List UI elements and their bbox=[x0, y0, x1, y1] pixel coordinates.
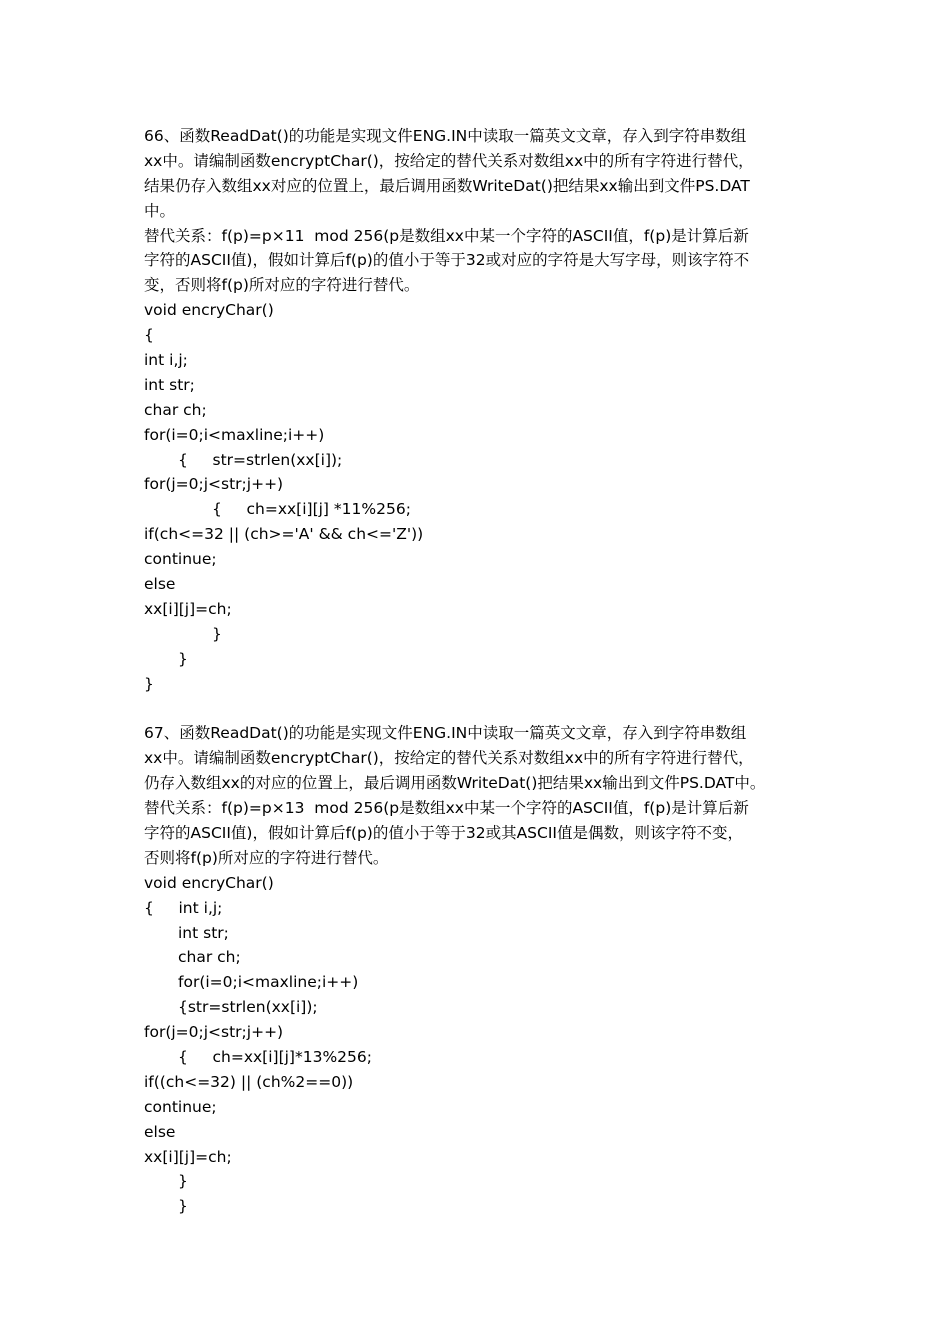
q67-code-line: { int i,j; bbox=[144, 898, 223, 917]
q66-code-line: } bbox=[212, 624, 222, 643]
question-66 bbox=[144, 124, 812, 696]
q66-desc-line-2: xx中。请编制函数encryptChar()，按给定的替代关系对数组xx中的所有字符进行替代， bbox=[144, 151, 754, 170]
q66-code-line: if(ch<=32 || (ch>='A' && ch<='Z')) bbox=[144, 525, 424, 544]
q66-code-line: { ch=xx[i][j] *11%256; bbox=[212, 500, 411, 519]
q66-rule-line-3: 变，否则将f(p)所对应的字符进行替代。 bbox=[144, 276, 420, 295]
q67-code-line: int str; bbox=[178, 923, 229, 942]
q66-code-line: int str; bbox=[144, 375, 195, 394]
q67-desc-line-2: xx中。请编制函数encryptChar()，按给定的替代关系对数组xx中的所有字符进行替代， bbox=[144, 749, 754, 768]
q67-code-line: for(j=0;j<str;j++) bbox=[144, 1023, 284, 1042]
q66-code-line: } bbox=[178, 649, 188, 668]
q66-code-line: int i,j; bbox=[144, 351, 188, 370]
q66-code-line: xx[i][j]=ch; bbox=[144, 599, 232, 618]
q67-code-line: void encryChar() bbox=[144, 873, 274, 892]
q66-rule-line-2: 字符的ASCII值)，假如计算后f(p)的值小于等于32或对应的字符是大写字母，则该字符不 bbox=[144, 251, 750, 270]
q67-code-line: {str=strlen(xx[i]); bbox=[178, 998, 318, 1017]
q67-code-line: { ch=xx[i][j]*13%256; bbox=[178, 1047, 372, 1066]
q67-code-line: xx[i][j]=ch; bbox=[144, 1147, 232, 1166]
q66-code-line: void encryChar() bbox=[144, 301, 274, 320]
section-gap bbox=[144, 696, 812, 721]
q66-code-line: { bbox=[144, 326, 154, 345]
q66-desc-line-3: 结果仍存入数组xx对应的位置上，最后调用函数WriteDat()把结果xx输出到文件PS.DAT bbox=[144, 176, 750, 195]
q66-code-line: { str=strlen(xx[i]); bbox=[178, 450, 343, 469]
q66-code-line: continue; bbox=[144, 550, 217, 569]
q67-code-line: continue; bbox=[144, 1097, 217, 1116]
q67-code-line: } bbox=[178, 1197, 188, 1216]
q66-desc-line-1: 66、函数ReadDat()的功能是实现文件ENG.IN中读取一篇英文文章，存入到字符串数组 bbox=[144, 127, 747, 145]
q67-code-line: for(i=0;i<maxline;i++) bbox=[178, 973, 359, 992]
q66-desc-line-4: 中。 bbox=[144, 201, 176, 220]
q66-code-line: for(j=0;j<str;j++) bbox=[144, 475, 284, 494]
question-67 bbox=[144, 721, 812, 1219]
q67-code-line: if((ch<=32) || (ch%2==0)) bbox=[144, 1072, 354, 1091]
q66-code-line: for(i=0;i<maxline;i++) bbox=[144, 425, 325, 444]
q66-code-line: } bbox=[144, 674, 154, 693]
document-page bbox=[144, 124, 812, 1219]
q66-code-line: char ch; bbox=[144, 400, 207, 419]
q67-code-line: else bbox=[144, 1122, 176, 1141]
q67-rule-line-1: 替代关系：f(p)=p×13 mod 256(p是数组xx中某一个字符的ASCII值，f(p)是计算后新 bbox=[144, 799, 749, 818]
q67-code-line: char ch; bbox=[178, 948, 241, 967]
q67-rule-line-2: 字符的ASCII值)，假如计算后f(p)的值小于等于32或其ASCII值是偶数，则该字符不变， bbox=[144, 823, 743, 842]
q67-rule-line-3: 否则将f(p)所对应的字符进行替代。 bbox=[144, 848, 389, 867]
q66-code-line: else bbox=[144, 575, 176, 594]
q67-desc-line-3: 仍存入数组xx的对应的位置上，最后调用函数WriteDat()把结果xx输出到文件PS.DAT中。 bbox=[144, 774, 766, 793]
q66-rule-line-1: 替代关系：f(p)=p×11 mod 256(p是数组xx中某一个字符的ASCII值，f(p)是计算后新 bbox=[144, 226, 749, 245]
q67-desc-line-1: 67、函数ReadDat()的功能是实现文件ENG.IN中读取一篇英文文章，存入到字符串数组 bbox=[144, 724, 747, 743]
q67-code-line: } bbox=[178, 1172, 188, 1191]
